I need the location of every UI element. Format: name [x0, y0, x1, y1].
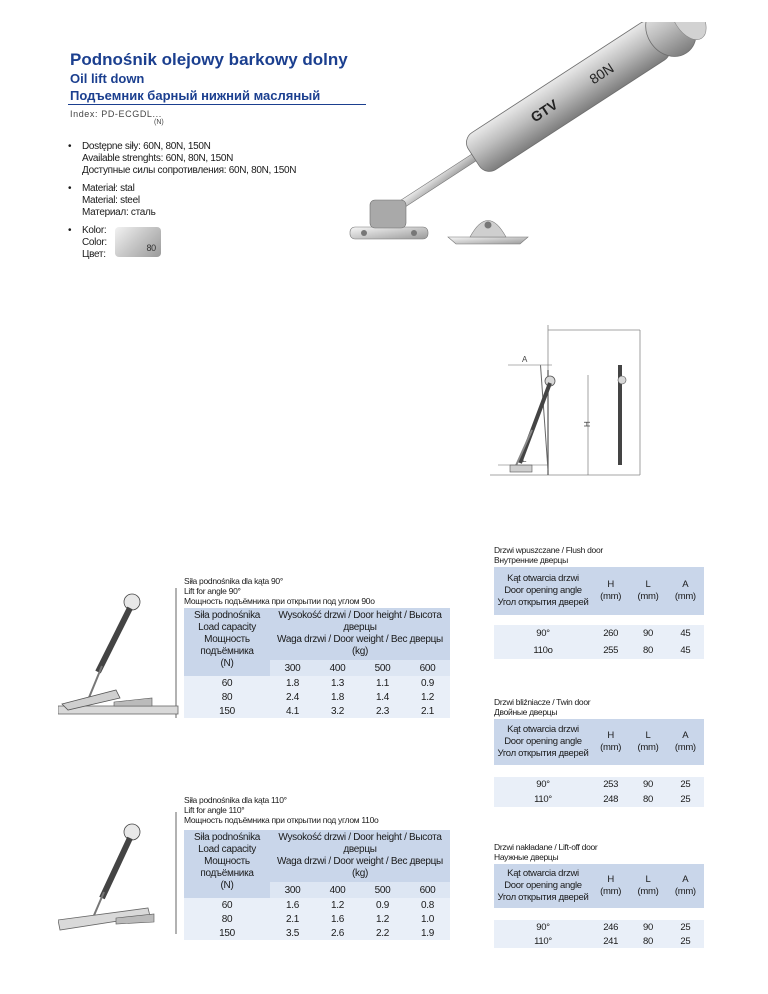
height-col-500: 500 — [374, 884, 391, 896]
h-header: H (mm) — [600, 730, 622, 753]
height-header: Wysokość drzwi / Door height / Высота дверцы Waga drzwi / Door weight / Вес дверцы (kg) — [270, 608, 450, 660]
spec-material: • Materiał: stal Material: steel Материал: сталь — [68, 183, 156, 218]
table-row: 110o 255 80 45 — [494, 642, 704, 659]
brand-mark: GTV — [527, 96, 561, 126]
lift-90-table — [184, 608, 450, 718]
table-row: 60 1.6 1.2 0.9 0.8 — [184, 898, 450, 912]
liftoff-door-title: Drzwi nakładane / Lift-off door Наужные дверцы — [494, 842, 598, 862]
height-col-300: 300 — [284, 662, 301, 674]
table-row: 110° 241 80 25 — [494, 934, 704, 948]
twin-door-title: Drzwi bliźniacze / Twin door Двойные дверцы — [494, 697, 591, 717]
product-index: Index: PD-ECGDL... — [70, 109, 162, 119]
height-col-300: 300 — [284, 884, 301, 896]
dimension-diagram — [470, 325, 650, 485]
height-header: Wysokość drzwi / Door height / Высота дверцы Waga drzwi / Door weight / Вес дверцы (kg) — [270, 830, 450, 882]
height-col-400: 400 — [329, 884, 346, 896]
angle-header: Kąt otwarcia drzwi Door opening angle Угол открытия дверей — [497, 868, 589, 903]
spec-color: • Kolor: Color: Цвет: 80 — [68, 225, 328, 261]
mount-bracket-right — [448, 221, 528, 245]
flush-door-table — [494, 567, 704, 659]
force-mark: 80N — [586, 59, 617, 88]
table-row: 80 2.1 1.6 1.2 1.0 — [184, 912, 450, 926]
page-title: Podnośnik olejowy barkowy dolny — [70, 50, 348, 69]
table-row: 110° 248 80 25 — [494, 792, 704, 807]
dim-label-l: L — [522, 455, 527, 464]
h-header: H (mm) — [600, 579, 622, 602]
table-row: 150 3.5 2.6 2.2 1.9 — [184, 926, 450, 940]
lift-110-caption: Siła podnośnika dla kąta 110° Lift for angle 110° Мощность подъёмника при открытии под углом 110o — [184, 795, 379, 825]
table-row: 90° 253 90 25 — [494, 777, 704, 792]
lift-110-drawing — [58, 812, 182, 936]
l-header: L (mm) — [637, 874, 659, 897]
l-header: L (mm) — [637, 730, 659, 753]
liftoff-door-table — [494, 864, 704, 948]
title-divider — [68, 104, 366, 105]
spec-forces: • Dostępne siły: 60N, 80N, 150N Available strenghts: 60N, 80N, 150N Доступные силы сопротивления: 60N, 80N, 150N — [68, 141, 297, 176]
lift-90-caption: Siła podnośnika dla kąta 90° Lift for angle 90° Мощность подъёмника при открытии под углом 90o — [184, 576, 375, 606]
lift-90-drawing — [58, 588, 182, 720]
height-col-600: 600 — [419, 662, 436, 674]
a-header: A (mm) — [674, 730, 696, 753]
capacity-header: Siła podnośnika Load capacity Мощность подъёмника (N) — [184, 608, 270, 676]
angle-header: Kąt otwarcia drzwi Door opening angle Угол открытия дверей — [497, 724, 589, 759]
dim-label-h: H — [583, 421, 592, 427]
lift-110-table — [184, 830, 450, 940]
table-row: 90° 260 90 45 — [494, 625, 704, 642]
product-photo — [330, 22, 762, 290]
table-row: 60 1.8 1.3 1.1 0.9 — [184, 676, 450, 690]
angle-header: Kąt otwarcia drzwi Door opening angle Угол открытия дверей — [497, 573, 589, 608]
height-col-500: 500 — [374, 662, 391, 674]
flush-door-title: Drzwi wpuszczane / Flush door Внутренние дверцы — [494, 545, 603, 565]
page-subtitle-ru: Подъемник барный нижний масляный — [70, 88, 321, 103]
capacity-header: Siła podnośnika Load capacity Мощность подъёмника (N) — [184, 830, 270, 898]
a-header: A (mm) — [674, 874, 696, 897]
twin-door-table — [494, 719, 704, 807]
table-row: 90° 246 90 25 — [494, 920, 704, 934]
dim-label-a: A — [522, 355, 528, 364]
h-header: H (mm) — [600, 874, 622, 897]
mount-bracket-left — [350, 200, 428, 239]
a-header: A (mm) — [674, 579, 696, 602]
page-subtitle-en: Oil lift down — [70, 71, 145, 86]
height-col-400: 400 — [329, 662, 346, 674]
height-col-600: 600 — [419, 884, 436, 896]
l-header: L (mm) — [637, 579, 659, 602]
spec-list — [68, 141, 328, 267]
table-row: 150 4.1 3.2 2.3 2.1 — [184, 704, 450, 718]
table-row: 80 2.4 1.8 1.4 1.2 — [184, 690, 450, 704]
color-swatch: 80 — [115, 227, 161, 257]
product-index-suffix: (N) — [154, 119, 164, 126]
